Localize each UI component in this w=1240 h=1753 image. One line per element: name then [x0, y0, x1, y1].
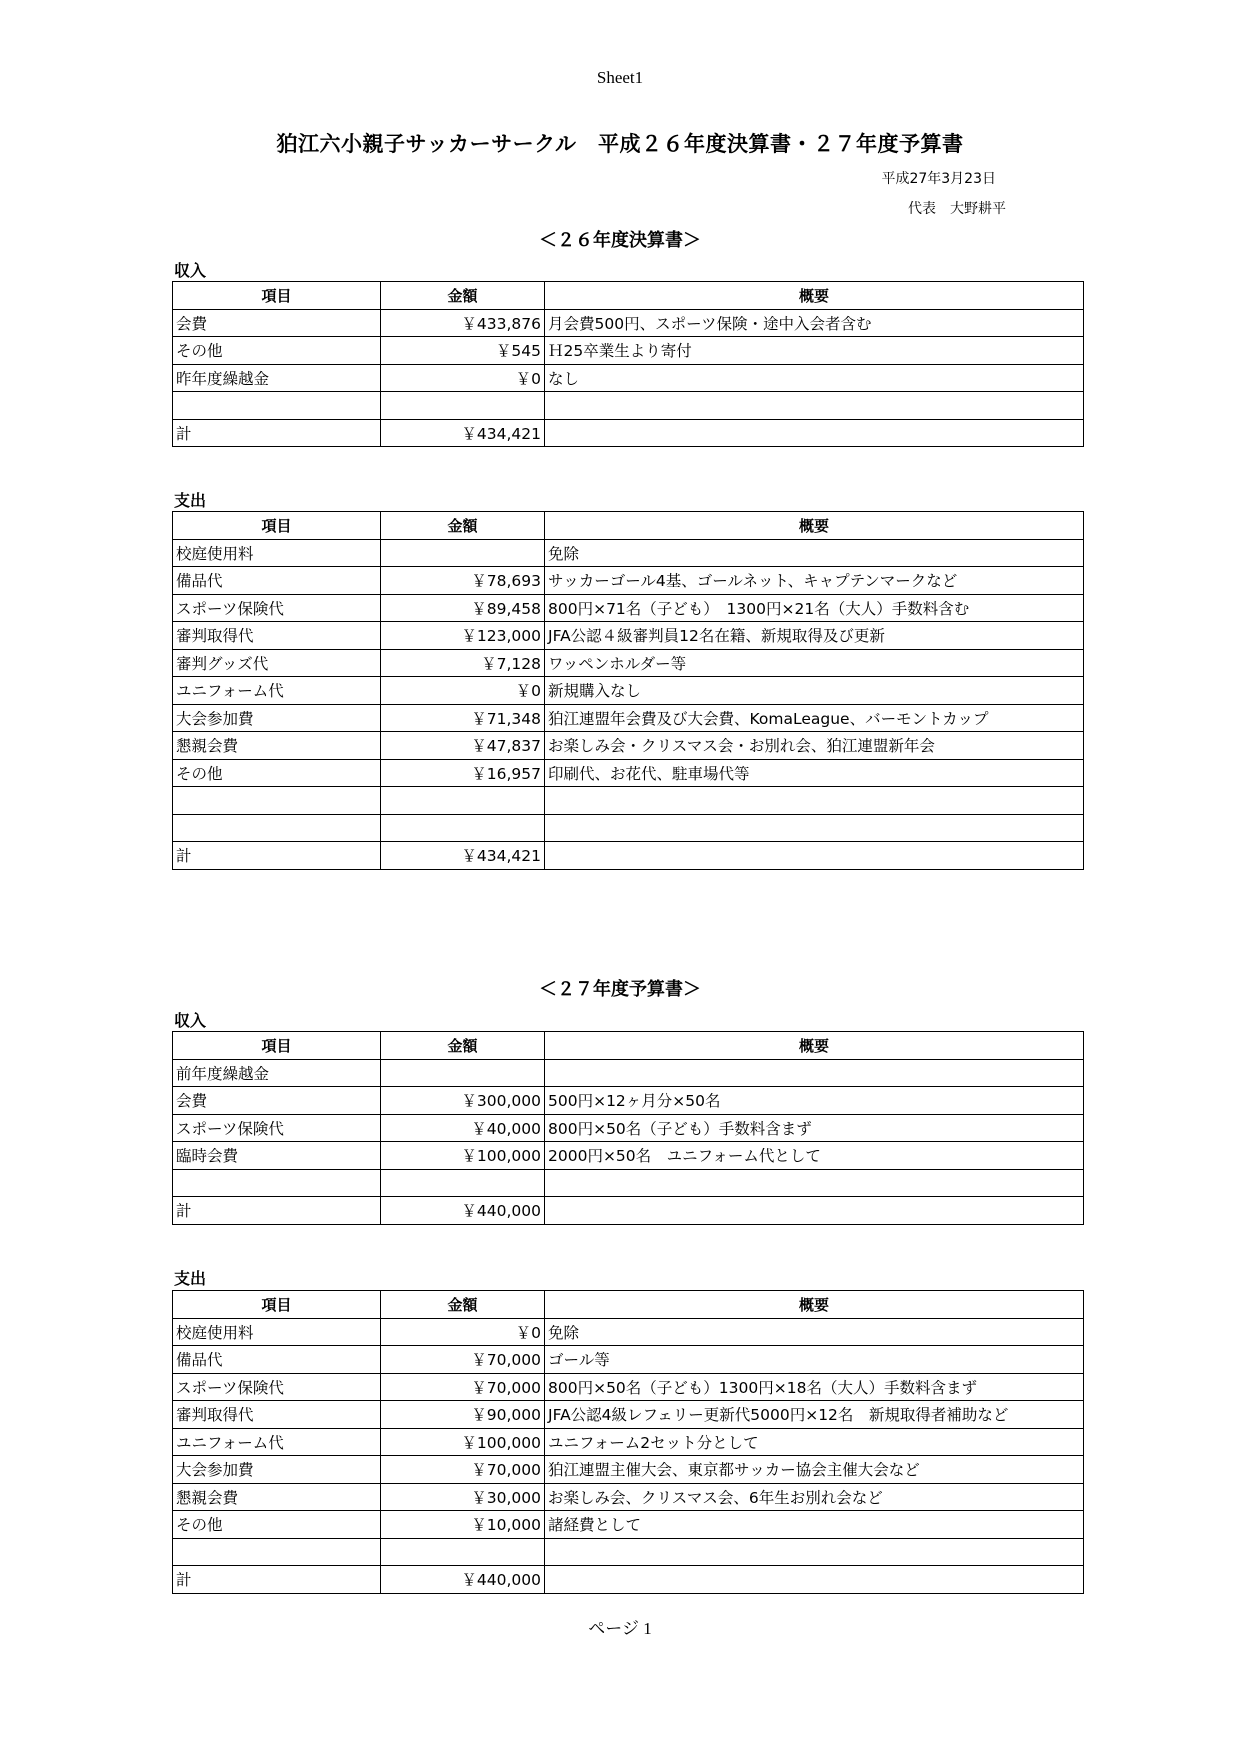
cell-amount: ￥47,837	[381, 732, 545, 760]
header-summary: 概要	[545, 1291, 1084, 1319]
sheet-label: Sheet1	[596, 68, 644, 87]
cell-item: その他	[173, 759, 381, 787]
table-row	[173, 1401, 1084, 1429]
cell-amount	[381, 392, 545, 420]
table-row	[173, 622, 1084, 650]
header-amount: 金額	[381, 282, 545, 310]
document-date: 平成27年3月23日	[881, 171, 996, 187]
cell-item: スポーツ保険代	[173, 1373, 381, 1401]
cell-amount: ￥0	[381, 364, 545, 392]
budget-income-label: 収入	[174, 1011, 207, 1030]
cell-item: 計	[173, 1566, 381, 1594]
cell-item	[173, 392, 381, 420]
table-row	[173, 649, 1084, 677]
cell-summary: 狛江連盟年会費及び大会費、KomaLeague、バーモントカップ	[545, 704, 1084, 732]
table-row	[173, 1114, 1084, 1142]
table-row	[173, 539, 1084, 567]
budget-income-table	[172, 1031, 1084, 1225]
cell-item: 審判取得代	[173, 622, 381, 650]
cell-summary: なし	[545, 364, 1084, 392]
cell-item: その他	[173, 337, 381, 365]
cell-item: 備品代	[173, 567, 381, 595]
cell-item: 臨時会費	[173, 1142, 381, 1170]
cell-item: 懇親会費	[173, 732, 381, 760]
cell-amount: ￥70,000	[381, 1346, 545, 1374]
cell-amount: ￥440,000	[381, 1566, 545, 1594]
settlement-income-label: 収入	[174, 261, 207, 280]
cell-summary	[545, 787, 1084, 815]
cell-summary: 800円×50名（子ども）1300円×18名（大人）手数料含まず	[545, 1373, 1084, 1401]
cell-summary: Ｈ25卒業生より寄付	[545, 337, 1084, 365]
cell-amount: ￥78,693	[381, 567, 545, 595]
cell-summary: 2000円×50名 ユニフォーム代として	[545, 1142, 1084, 1170]
cell-item: 会費	[173, 1087, 381, 1115]
cell-summary: お楽しみ会、クリスマス会、6年生お別れ会など	[545, 1483, 1084, 1511]
cell-amount: ￥100,000	[381, 1428, 545, 1456]
cell-summary: ワッペンホルダー等	[545, 649, 1084, 677]
cell-item: 昨年度繰越金	[173, 364, 381, 392]
cell-amount: ￥545	[381, 337, 545, 365]
table-row	[173, 1087, 1084, 1115]
table-row	[173, 1483, 1084, 1511]
cell-summary: 月会費500円、スポーツ保険・途中入会者含む	[545, 309, 1084, 337]
cell-amount	[381, 539, 545, 567]
cell-amount: ￥70,000	[381, 1373, 545, 1401]
table-row	[173, 1538, 1084, 1566]
header-amount: 金額	[381, 1032, 545, 1060]
cell-item	[173, 1538, 381, 1566]
budget-expense-table	[172, 1290, 1084, 1594]
cell-item: 会費	[173, 309, 381, 337]
cell-summary	[545, 1059, 1084, 1087]
cell-amount	[381, 787, 545, 815]
cell-item: 備品代	[173, 1346, 381, 1374]
header-item: 項目	[173, 1291, 381, 1319]
budget-section-title: ＜２７年度予算書＞	[539, 979, 701, 1000]
cell-amount: ￥10,000	[381, 1511, 545, 1539]
table-row	[173, 704, 1084, 732]
cell-summary: お楽しみ会・クリスマス会・お別れ会、狛江連盟新年会	[545, 732, 1084, 760]
table-row	[173, 419, 1084, 447]
cell-item	[173, 1169, 381, 1197]
table-row	[173, 594, 1084, 622]
cell-item: ユニフォーム代	[173, 677, 381, 705]
cell-item: 懇親会費	[173, 1483, 381, 1511]
cell-item: 計	[173, 1197, 381, 1225]
cell-summary: 免除	[545, 539, 1084, 567]
header-summary: 概要	[545, 1032, 1084, 1060]
cell-item: 計	[173, 419, 381, 447]
cell-item: スポーツ保険代	[173, 594, 381, 622]
table-row	[173, 759, 1084, 787]
settlement-section-title: ＜２６年度決算書＞	[539, 230, 701, 251]
cell-summary: ユニフォーム2セット分として	[545, 1428, 1084, 1456]
cell-item: 計	[173, 842, 381, 870]
table-row	[173, 309, 1084, 337]
table-row	[173, 1318, 1084, 1346]
table-row	[173, 814, 1084, 842]
cell-amount: ￥433,876	[381, 309, 545, 337]
cell-item: 大会参加費	[173, 704, 381, 732]
cell-summary	[545, 814, 1084, 842]
cell-item: 校庭使用料	[173, 539, 381, 567]
cell-amount: ￥123,000	[381, 622, 545, 650]
table-row	[173, 337, 1084, 365]
cell-amount: ￥100,000	[381, 1142, 545, 1170]
representative: 代表 大野耕平	[908, 201, 1006, 217]
settlement-income-table	[172, 281, 1084, 447]
cell-amount	[381, 1169, 545, 1197]
header-summary: 概要	[545, 512, 1084, 540]
cell-item: ユニフォーム代	[173, 1428, 381, 1456]
cell-summary: 新規購入なし	[545, 677, 1084, 705]
cell-item: 審判グッズ代	[173, 649, 381, 677]
cell-summary: 印刷代、お花代、駐車場代等	[545, 759, 1084, 787]
header-item: 項目	[173, 1032, 381, 1060]
budget-expense-label: 支出	[174, 1269, 207, 1288]
cell-summary: 諸経費として	[545, 1511, 1084, 1539]
header-item: 項目	[173, 282, 381, 310]
table-header-row	[173, 1032, 1084, 1060]
header-summary: 概要	[545, 282, 1084, 310]
cell-amount: ￥434,421	[381, 419, 545, 447]
table-row	[173, 1059, 1084, 1087]
header-item: 項目	[173, 512, 381, 540]
cell-amount: ￥440,000	[381, 1197, 545, 1225]
document-title: 狛江六小親子サッカーサークル 平成２６年度決算書・２７年度予算書	[276, 132, 964, 156]
cell-item: その他	[173, 1511, 381, 1539]
cell-amount	[381, 1059, 545, 1087]
cell-amount: ￥7,128	[381, 649, 545, 677]
cell-summary	[545, 1566, 1084, 1594]
header-amount: 金額	[381, 1291, 545, 1319]
cell-summary: サッカーゴール4基、ゴールネット、キャプテンマークなど	[545, 567, 1084, 595]
cell-summary: 800円×50名（子ども）手数料含まず	[545, 1114, 1084, 1142]
table-row	[173, 787, 1084, 815]
table-row	[173, 364, 1084, 392]
cell-amount: ￥40,000	[381, 1114, 545, 1142]
cell-amount: ￥89,458	[381, 594, 545, 622]
table-row	[173, 1346, 1084, 1374]
cell-amount: ￥0	[381, 1318, 545, 1346]
table-row	[173, 1511, 1084, 1539]
cell-amount	[381, 1538, 545, 1566]
table-header-row	[173, 282, 1084, 310]
cell-item: 審判取得代	[173, 1401, 381, 1429]
cell-summary	[545, 392, 1084, 420]
cell-summary: ゴール等	[545, 1346, 1084, 1374]
page-footer: ページ 1	[588, 1619, 652, 1638]
cell-amount: ￥300,000	[381, 1087, 545, 1115]
table-row	[173, 567, 1084, 595]
cell-amount: ￥16,957	[381, 759, 545, 787]
table-row	[173, 1566, 1084, 1594]
cell-item	[173, 787, 381, 815]
cell-amount: ￥434,421	[381, 842, 545, 870]
cell-summary	[545, 1538, 1084, 1566]
cell-amount: ￥90,000	[381, 1401, 545, 1429]
table-row	[173, 1169, 1084, 1197]
cell-item: 大会参加費	[173, 1456, 381, 1484]
table-row	[173, 732, 1084, 760]
table-row	[173, 1456, 1084, 1484]
table-header-row	[173, 512, 1084, 540]
cell-item	[173, 814, 381, 842]
cell-summary	[545, 1197, 1084, 1225]
table-row	[173, 392, 1084, 420]
cell-item: スポーツ保険代	[173, 1114, 381, 1142]
table-row	[173, 1373, 1084, 1401]
cell-summary: JFA公認４級審判員12名在籍、新規取得及び更新	[545, 622, 1084, 650]
cell-item: 校庭使用料	[173, 1318, 381, 1346]
cell-summary	[545, 419, 1084, 447]
table-row	[173, 677, 1084, 705]
settlement-expense-label: 支出	[174, 491, 207, 510]
cell-summary: 狛江連盟主催大会、東京都サッカー協会主催大会など	[545, 1456, 1084, 1484]
settlement-expense-table	[172, 511, 1084, 870]
cell-amount: ￥70,000	[381, 1456, 545, 1484]
cell-summary: JFA公認4級レフェリー更新代5000円×12名 新規取得者補助など	[545, 1401, 1084, 1429]
table-header-row	[173, 1291, 1084, 1319]
cell-amount: ￥30,000	[381, 1483, 545, 1511]
cell-summary: 800円×71名（子ども） 1300円×21名（大人）手数料含む	[545, 594, 1084, 622]
cell-summary: 500円×12ヶ月分×50名	[545, 1087, 1084, 1115]
header-amount: 金額	[381, 512, 545, 540]
cell-item: 前年度繰越金	[173, 1059, 381, 1087]
table-row	[173, 1197, 1084, 1225]
table-row	[173, 1142, 1084, 1170]
cell-amount: ￥71,348	[381, 704, 545, 732]
cell-amount	[381, 814, 545, 842]
cell-summary	[545, 842, 1084, 870]
cell-summary	[545, 1169, 1084, 1197]
cell-summary: 免除	[545, 1318, 1084, 1346]
cell-amount: ￥0	[381, 677, 545, 705]
table-row	[173, 842, 1084, 870]
table-row	[173, 1428, 1084, 1456]
